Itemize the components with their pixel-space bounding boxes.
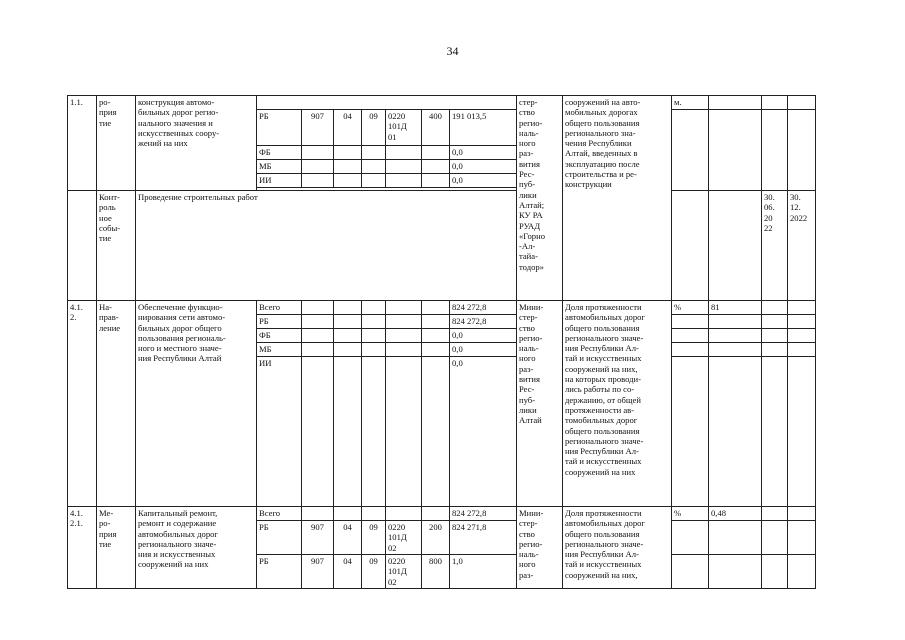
date-start-cell	[762, 96, 788, 110]
amount-cell: 824 272,8	[450, 507, 517, 521]
value-cell	[709, 555, 762, 589]
date-start-cell: 30. 06. 20 22	[762, 191, 788, 301]
pr-cell	[362, 146, 386, 160]
pr-cell	[362, 507, 386, 521]
rz-cell	[334, 329, 362, 343]
grbs-cell: 907	[302, 555, 334, 589]
amount-cell: 0,0	[450, 146, 517, 160]
csr-cell	[386, 160, 422, 174]
source-cell: ИИ	[257, 357, 302, 507]
executor-cell: Мини- стер- ство регио- наль- ного раз- вития Рес- пуб- лики Алтай	[517, 301, 563, 507]
vr-cell	[422, 301, 450, 315]
unit-cell	[672, 191, 709, 301]
date-end-cell	[788, 357, 816, 507]
row-number: 4.1. 2.	[68, 301, 97, 507]
date-end-cell: 30. 12. 2022	[788, 191, 816, 301]
grbs-cell	[302, 146, 334, 160]
date-end-cell	[788, 315, 816, 329]
source-cell: Всего	[257, 301, 302, 315]
value-cell: 81	[709, 301, 762, 315]
row-number	[68, 191, 97, 301]
rz-cell: 04	[334, 555, 362, 589]
csr-cell	[386, 357, 422, 507]
row-type: Ме- ро- прия тие	[97, 507, 136, 589]
rz-cell	[334, 315, 362, 329]
vr-cell	[422, 507, 450, 521]
value-cell	[709, 315, 762, 329]
source-cell: Всего	[257, 507, 302, 521]
amount-cell: 0,0	[450, 343, 517, 357]
pr-cell: 09	[362, 521, 386, 555]
date-start-cell	[762, 507, 788, 521]
rz-cell	[334, 160, 362, 174]
amount-cell: 0,0	[450, 160, 517, 174]
table-row	[68, 96, 816, 110]
pr-cell	[362, 329, 386, 343]
row-name: конструкция автомо- бильных дорог регио- нального значения и искусственных соору- жений на них	[136, 96, 257, 191]
rz-cell	[334, 357, 362, 507]
date-start-cell	[762, 110, 788, 191]
vr-cell	[422, 160, 450, 174]
indicator-cell: Доля протяженности автомобильных дорог общего пользования регионального значе- ния Республики Ал- тай и искусственных сооружений на них, на которых проводи- лись работы по со- держанию, от общей протяженности ав- томобильных дорог общего пользования регионального значе- ния Республики Ал- тай и искусственных сооружений на них	[563, 301, 672, 507]
pr-cell	[362, 315, 386, 329]
row-number: 4.1. 2.1.	[68, 507, 97, 589]
value-cell	[709, 191, 762, 301]
amount-cell: 1,0	[450, 555, 517, 589]
pr-cell: 09	[362, 555, 386, 589]
unit-cell: %	[672, 301, 709, 315]
grbs-cell	[302, 160, 334, 174]
grbs-cell	[302, 174, 334, 188]
grbs-cell	[302, 507, 334, 521]
amount-cell: 824 272,8	[450, 301, 517, 315]
pr-cell	[362, 160, 386, 174]
csr-cell	[386, 315, 422, 329]
date-start-cell	[762, 329, 788, 343]
amount-cell: 191 013,5	[450, 110, 517, 146]
amount-cell: 824 272,8	[450, 315, 517, 329]
vr-cell	[422, 343, 450, 357]
row-name: Обеспечение функцио- нирования сети автомо- бильных дорог общего пользования региональ- ного и местного значе- ния Республики Алтай	[136, 301, 257, 507]
csr-cell: 0220 101Д 02	[386, 521, 422, 555]
table-row	[68, 191, 816, 301]
source-cell: РБ	[257, 555, 302, 589]
vr-cell	[422, 329, 450, 343]
source-cell: МБ	[257, 160, 302, 174]
unit-cell: м.	[672, 96, 709, 110]
rz-cell: 04	[334, 110, 362, 146]
date-start-cell	[762, 343, 788, 357]
source-cell: РБ	[257, 315, 302, 329]
csr-cell	[386, 329, 422, 343]
grbs-cell	[302, 315, 334, 329]
indicator-cell: Доля протяженности автомобильных дорог общего пользования регионального значе- ния Республики Ал- тай и искусственных сооружений на них,	[563, 507, 672, 589]
csr-cell: 0220 101Д 02	[386, 555, 422, 589]
blank-cell	[257, 96, 517, 110]
pr-cell	[362, 343, 386, 357]
vr-cell: 400	[422, 110, 450, 146]
date-end-cell	[788, 555, 816, 589]
value-cell: 0,48	[709, 507, 762, 521]
source-cell: РБ	[257, 110, 302, 146]
value-cell	[709, 521, 762, 555]
date-start-cell	[762, 555, 788, 589]
indicator-cell: сооружений на авто- мобильных дорогах общего пользования регионального зна- чения Республики Алтай, введенных в эксплуатацию после строительства и ре- конструкции	[563, 96, 672, 301]
rz-cell	[334, 174, 362, 188]
unit-cell	[672, 357, 709, 507]
unit-cell	[672, 329, 709, 343]
rz-cell	[334, 301, 362, 315]
date-start-cell	[762, 301, 788, 315]
source-cell: ФБ	[257, 329, 302, 343]
vr-cell	[422, 174, 450, 188]
row-number: 1.1.	[68, 96, 97, 191]
table-row	[68, 301, 816, 315]
pr-cell: 09	[362, 110, 386, 146]
date-start-cell	[762, 315, 788, 329]
rz-cell	[334, 343, 362, 357]
source-cell: ФБ	[257, 146, 302, 160]
amount-cell: 0,0	[450, 329, 517, 343]
csr-cell: 0220 101Д 01	[386, 110, 422, 146]
source-cell: РБ	[257, 521, 302, 555]
csr-cell	[386, 301, 422, 315]
row-type: На- прав- ление	[97, 301, 136, 507]
grbs-cell	[302, 357, 334, 507]
value-cell	[709, 110, 762, 191]
rz-cell: 04	[334, 521, 362, 555]
control-event-name: Проведение строительных работ	[136, 191, 517, 301]
pr-cell	[362, 301, 386, 315]
source-cell: ИИ	[257, 174, 302, 188]
amount-cell: 0,0	[450, 174, 517, 188]
amount-cell: 824 271,8	[450, 521, 517, 555]
rz-cell	[334, 507, 362, 521]
row-type: Конт- роль ное собы- тие	[97, 191, 136, 301]
date-start-cell	[762, 357, 788, 507]
row-name: Капитальный ремонт, ремонт и содержание автомобильных дорог регионального значе- ния и искусственных сооружений на них	[136, 507, 257, 589]
page-number: 34	[446, 44, 459, 58]
executor-cell: стер- ство регио- наль- ного раз- вития Рес- пуб- лики Алтай; КУ РА РУАД «Горно -Ал- тайа- тодор»	[517, 96, 563, 301]
grbs-cell	[302, 343, 334, 357]
vr-cell	[422, 357, 450, 507]
date-start-cell	[762, 521, 788, 555]
vr-cell	[422, 315, 450, 329]
amount-cell: 0,0	[450, 357, 517, 507]
pr-cell	[362, 357, 386, 507]
date-end-cell	[788, 343, 816, 357]
date-end-cell	[788, 110, 816, 191]
csr-cell	[386, 343, 422, 357]
date-end-cell	[788, 301, 816, 315]
date-end-cell	[788, 329, 816, 343]
grbs-cell: 907	[302, 521, 334, 555]
program-table	[67, 95, 816, 589]
grbs-cell: 907	[302, 110, 334, 146]
unit-cell	[672, 315, 709, 329]
rz-cell	[334, 146, 362, 160]
executor-cell: Мини- стер- ство регио- наль- ного раз-	[517, 507, 563, 589]
table-row	[68, 507, 816, 521]
pr-cell	[362, 174, 386, 188]
row-type: ро- прия тие	[97, 96, 136, 191]
vr-cell: 200	[422, 521, 450, 555]
date-end-cell	[788, 96, 816, 110]
grbs-cell	[302, 301, 334, 315]
value-cell	[709, 96, 762, 110]
unit-cell	[672, 555, 709, 589]
csr-cell	[386, 146, 422, 160]
unit-cell	[672, 110, 709, 191]
csr-cell	[386, 174, 422, 188]
csr-cell	[386, 507, 422, 521]
unit-cell	[672, 521, 709, 555]
source-cell: МБ	[257, 343, 302, 357]
unit-cell	[672, 343, 709, 357]
date-end-cell	[788, 507, 816, 521]
vr-cell: 800	[422, 555, 450, 589]
vr-cell	[422, 146, 450, 160]
unit-cell: %	[672, 507, 709, 521]
value-cell	[709, 343, 762, 357]
grbs-cell	[302, 329, 334, 343]
value-cell	[709, 357, 762, 507]
value-cell	[709, 329, 762, 343]
date-end-cell	[788, 521, 816, 555]
